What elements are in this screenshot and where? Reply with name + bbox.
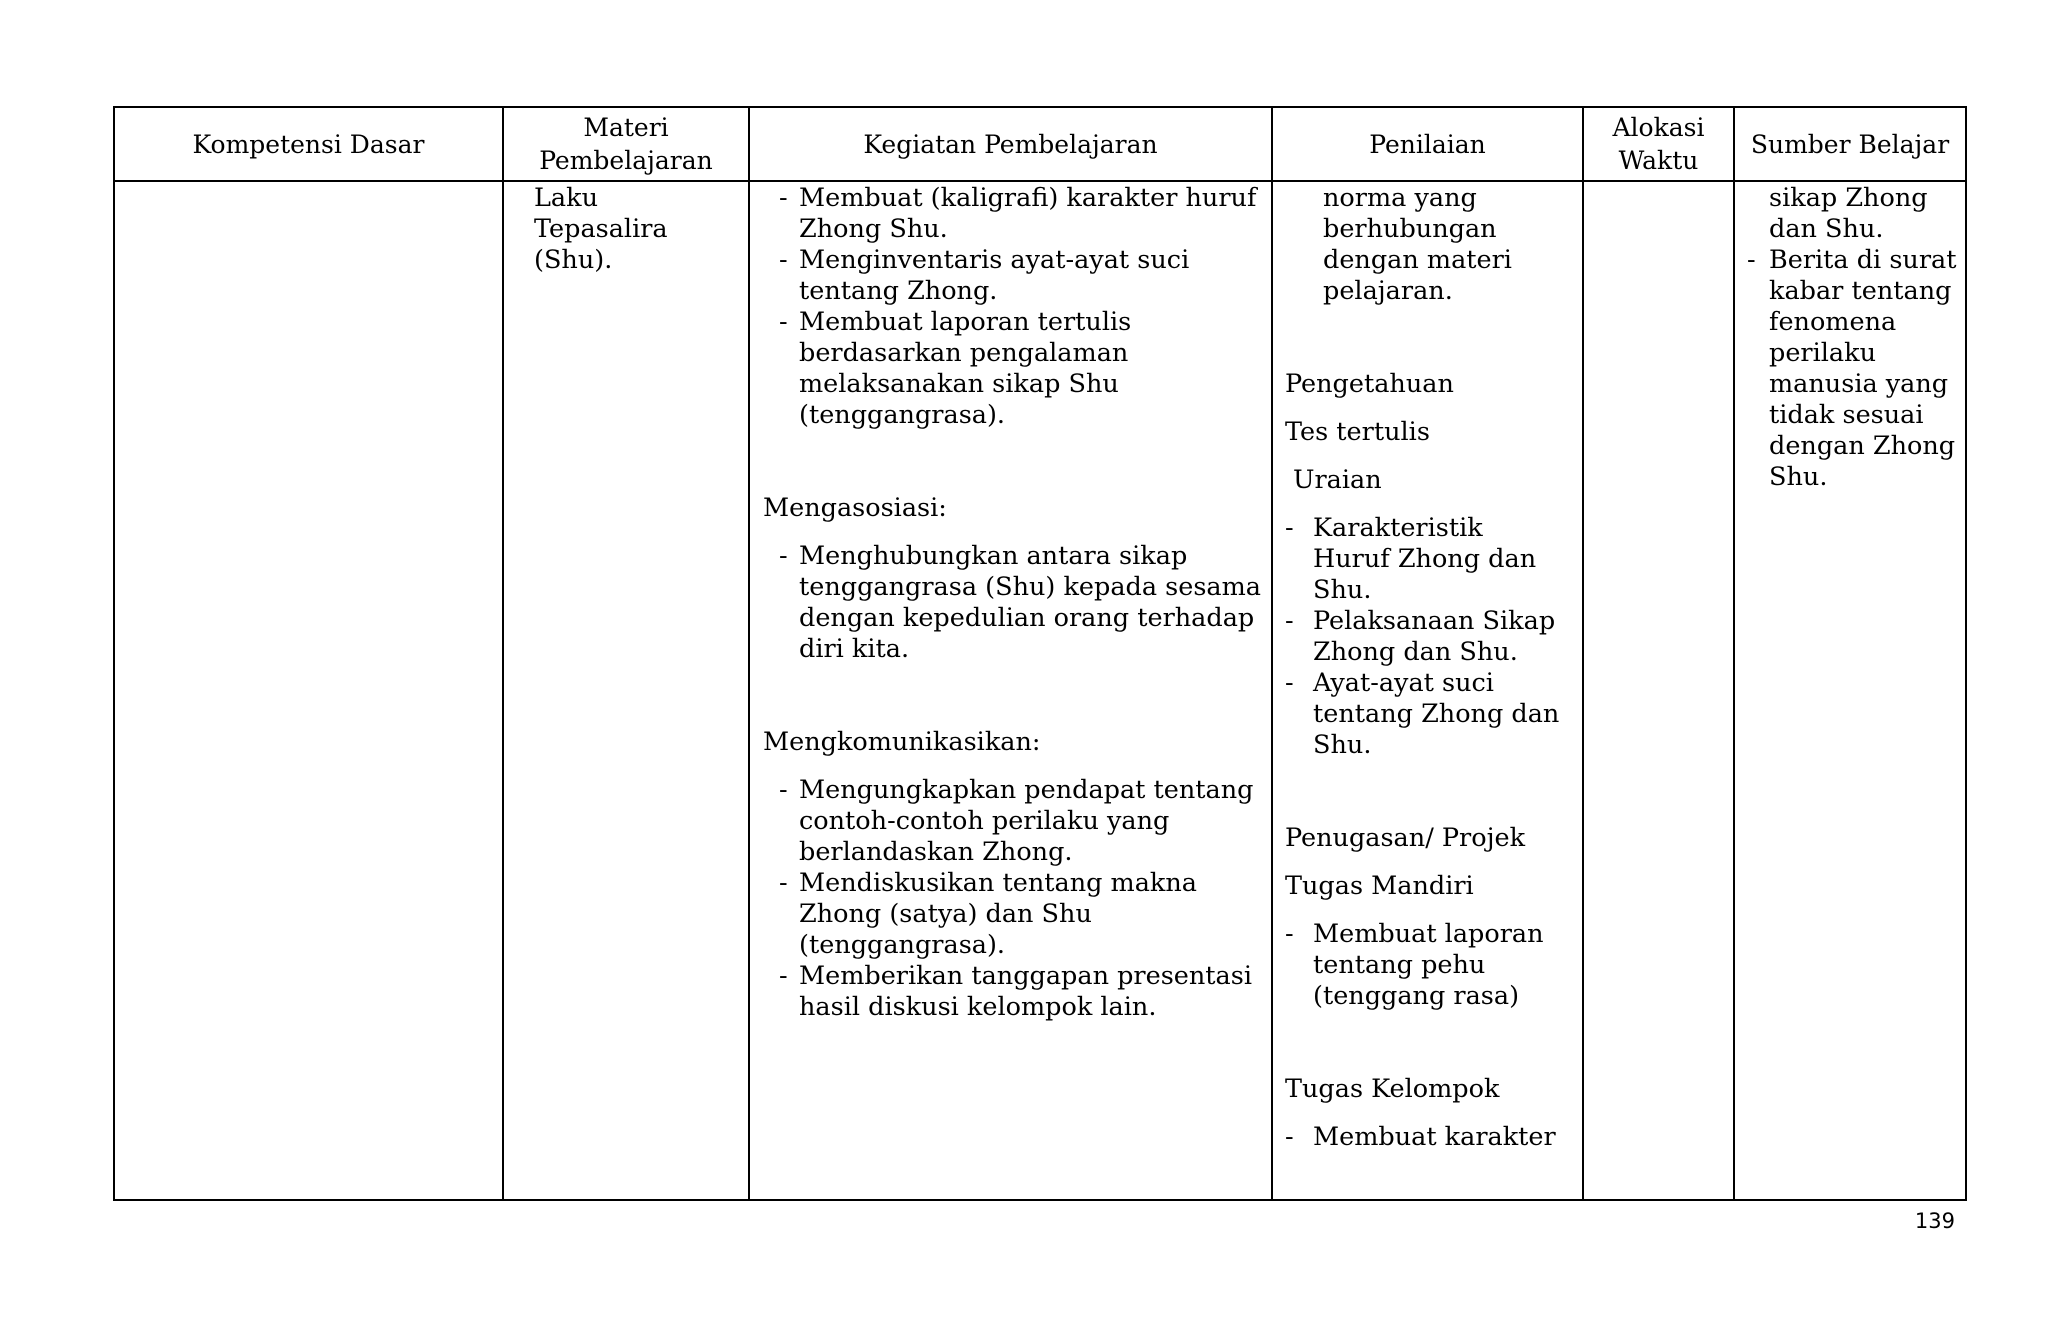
list-item: - Mendiskusikan tentang makna Zhong (satya) dan Shu (tenggangrasa).: [779, 868, 1271, 961]
list-item: - Membuat karakter: [1285, 1122, 1582, 1153]
penilaian-tes-tertulis: Tes tertulis: [1285, 417, 1430, 447]
list-item: - Pelaksanaan Sikap Zhong dan Shu.: [1285, 606, 1582, 668]
table-header-row: [114, 107, 1966, 181]
cell-materi-pembelajaran: [503, 181, 749, 1200]
list-item: - Memberikan tanggapan presentasi hasil diskusi kelompok lain.: [779, 961, 1271, 1023]
cell-alokasi-waktu: [1583, 181, 1734, 1200]
list-item: - Mengungkapkan pendapat tentang contoh-contoh perilaku yang berlandaskan Zhong.: [779, 775, 1271, 868]
header-kegiatan-pembelajaran: Kegiatan Pembelajaran: [749, 107, 1272, 181]
cell-sumber-belajar: [1734, 181, 1966, 1200]
list-item: - Karakteristik Huruf Zhong dan Shu.: [1285, 513, 1582, 606]
tugas-mandiri-list: [1285, 919, 1582, 1012]
penilaian-continued-text: norma yang berhubungan dengan materi pelajaran.: [1323, 183, 1512, 306]
penilaian-tugas-mandiri: Tugas Mandiri: [1285, 871, 1474, 901]
lesson-plan-table: [113, 106, 1967, 1201]
list-item: - Menghubungkan antara sikap tenggangrasa (Shu) kepada sesama dengan kepedulian orang terhadap diri kita.: [779, 541, 1271, 665]
cell-kompetensi-dasar: [114, 181, 503, 1200]
list-item: - Menginventaris ayat-ayat suci tentang Zhong.: [779, 245, 1271, 307]
mengasosiasi-label: Mengasosiasi:: [763, 493, 947, 523]
mengkomunikasikan-list: [779, 775, 1271, 1023]
table-row: [114, 181, 1966, 1200]
header-kompetensi-dasar: Kompetensi Dasar: [114, 107, 503, 181]
page-number: 139: [1914, 1209, 1955, 1233]
list-item: - Ayat-ayat suci tentang Zhong dan Shu.: [1285, 668, 1582, 761]
uraian-list: [1285, 513, 1582, 761]
header-sumber-belajar: Sumber Belajar: [1734, 107, 1966, 181]
penilaian-penugasan: Penugasan/ Projek: [1285, 823, 1526, 853]
mengasosiasi-list: [779, 541, 1271, 665]
cell-penilaian: [1272, 181, 1583, 1200]
cell-kegiatan-pembelajaran: [749, 181, 1272, 1200]
list-item: - Membuat laporan tentang pehu (tenggang rasa): [1285, 919, 1582, 1012]
materi-text: Laku Tepasalira (Shu).: [534, 183, 668, 275]
sumber-continued-text: sikap Zhong dan Shu.: [1769, 183, 1928, 244]
header-penilaian: Penilaian: [1272, 107, 1583, 181]
list-item: - Membuat laporan tertulis berdasarkan pengalaman melaksanakan sikap Shu (tenggangrasa).: [779, 307, 1271, 431]
header-materi-pembelajaran: Materi Pembelajaran: [503, 107, 749, 181]
tugas-kelompok-list: [1285, 1122, 1582, 1153]
list-item: - Berita di surat kabar tentang fenomena perilaku manusia yang tidak sesuai dengan Zhong Shu.: [1747, 245, 1965, 493]
mengkomunikasikan-label: Mengkomunikasikan:: [763, 727, 1041, 757]
sumber-list: [1747, 245, 1965, 493]
list-item: - Membuat (kaligrafi) karakter huruf Zhong Shu.: [779, 183, 1271, 245]
penilaian-uraian: Uraian: [1293, 465, 1382, 495]
penilaian-tugas-kelompok: Tugas Kelompok: [1285, 1074, 1500, 1104]
header-alokasi-waktu: Alokasi Waktu: [1583, 107, 1734, 181]
kegiatan-list-top: [779, 183, 1271, 431]
penilaian-pengetahuan: Pengetahuan: [1285, 369, 1454, 399]
